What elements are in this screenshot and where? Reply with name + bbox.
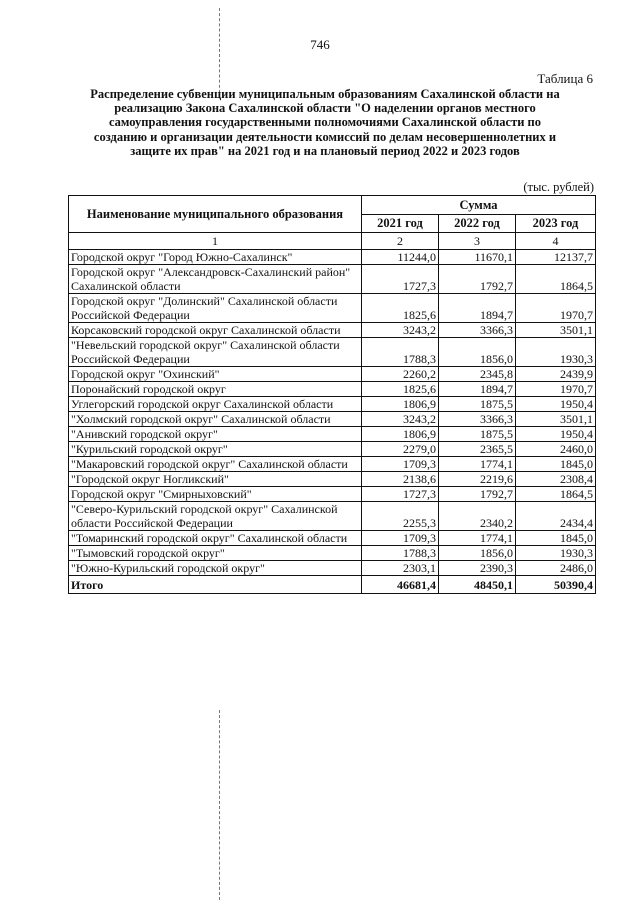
municipality-name: "Невельский городской округ" Сахалинской области Российской Федерации (69, 338, 362, 367)
value-2021: 3243,2 (362, 323, 439, 338)
value-2023: 2434,4 (516, 502, 596, 531)
value-2021: 2260,2 (362, 367, 439, 382)
value-2022: 1792,7 (439, 265, 516, 294)
municipality-name: "Южно-Курильский городской округ" (69, 561, 362, 576)
value-2021: 2303,1 (362, 561, 439, 576)
value-2022: 11670,1 (439, 250, 516, 265)
value-2023: 1970,7 (516, 382, 596, 397)
table-row (69, 250, 596, 265)
units-label: (тыс. рублей) (523, 180, 594, 194)
value-2023: 12137,7 (516, 250, 596, 265)
table-label: Таблица 6 (537, 71, 593, 86)
value-2022: 1792,7 (439, 487, 516, 502)
page-fold-line-top (219, 8, 220, 98)
municipality-name: "Макаровский городской округ" Сахалинской области (69, 457, 362, 472)
value-2023: 1864,5 (516, 487, 596, 502)
value-2023: 2460,0 (516, 442, 596, 457)
value-2021: 1709,3 (362, 457, 439, 472)
value-2021: 1709,3 (362, 531, 439, 546)
value-2023: 1864,5 (516, 265, 596, 294)
column-header-sum: Сумма (362, 196, 596, 215)
value-2022: 2340,2 (439, 502, 516, 531)
column-header-2021: 2021 год (362, 215, 439, 233)
municipality-name: Углегорский городской округ Сахалинской области (69, 397, 362, 412)
total-label: Итого (69, 576, 362, 594)
municipality-name: "Городской округ Ногликский" (69, 472, 362, 487)
value-2022: 1774,1 (439, 457, 516, 472)
value-2021: 11244,0 (362, 250, 439, 265)
value-2021: 1727,3 (362, 265, 439, 294)
column-header-2023: 2023 год (516, 215, 596, 233)
value-2022: 2365,5 (439, 442, 516, 457)
table-row (69, 457, 596, 472)
value-2021: 3243,2 (362, 412, 439, 427)
value-2021: 1806,9 (362, 427, 439, 442)
municipality-name: "Курильский городской округ" (69, 442, 362, 457)
table-row (69, 531, 596, 546)
value-2023: 2308,4 (516, 472, 596, 487)
municipality-name: "Томаринский городской округ" Сахалинской области (69, 531, 362, 546)
value-2023: 1930,3 (516, 546, 596, 561)
table-row (69, 323, 596, 338)
value-2022: 1894,7 (439, 382, 516, 397)
municipality-name: "Анивский городской округ" (69, 427, 362, 442)
municipality-name: Поронайский городской округ (69, 382, 362, 397)
value-2022: 3366,3 (439, 412, 516, 427)
value-2022: 1875,5 (439, 427, 516, 442)
table-row (69, 397, 596, 412)
value-2022: 1856,0 (439, 338, 516, 367)
table-body (69, 250, 596, 576)
value-2023: 1930,3 (516, 338, 596, 367)
value-2022: 1894,7 (439, 294, 516, 323)
value-2023: 3501,1 (516, 323, 596, 338)
table-row (69, 367, 596, 382)
value-2021: 1788,3 (362, 546, 439, 561)
column-header-name: Наименование муниципального образования (69, 196, 362, 233)
value-2021: 1727,3 (362, 487, 439, 502)
table-row (69, 338, 596, 367)
table-row (69, 294, 596, 323)
table-row (69, 546, 596, 561)
value-2022: 1774,1 (439, 531, 516, 546)
page-fold-line-bottom (219, 710, 220, 900)
total-2021: 46681,4 (362, 576, 439, 594)
column-index-2: 2 (362, 233, 439, 250)
value-2022: 2345,8 (439, 367, 516, 382)
total-2022: 48450,1 (439, 576, 516, 594)
value-2022: 2390,3 (439, 561, 516, 576)
municipality-name: "Холмский городской округ" Сахалинской области (69, 412, 362, 427)
value-2021: 1788,3 (362, 338, 439, 367)
value-2021: 1825,6 (362, 294, 439, 323)
value-2023: 1970,7 (516, 294, 596, 323)
table-row (69, 487, 596, 502)
document-title: Распределение субвенции муниципальным образованиям Сахалинской области на реализацию Закона Сахалинской области "О наделении органов местного самоуправления государственными полномочиями Сахалинской области по созданию и организации деятельности комиссий по делам несовершеннолетних и защите их прав" на 2021 год и на плановый период 2022 и 2023 годов (90, 87, 560, 158)
value-2021: 1825,6 (362, 382, 439, 397)
value-2023: 1845,0 (516, 457, 596, 472)
value-2023: 1950,4 (516, 427, 596, 442)
municipality-name: "Тымовский городской округ" (69, 546, 362, 561)
value-2021: 2255,3 (362, 502, 439, 531)
table-row (69, 427, 596, 442)
table-row (69, 502, 596, 531)
total-row (69, 576, 596, 594)
table-row (69, 412, 596, 427)
table-row (69, 265, 596, 294)
page-number: 746 (310, 37, 330, 52)
column-index-3: 3 (439, 233, 516, 250)
value-2023: 2439,9 (516, 367, 596, 382)
column-index-4: 4 (516, 233, 596, 250)
column-header-2022: 2022 год (439, 215, 516, 233)
value-2022: 2219,6 (439, 472, 516, 487)
value-2021: 2138,6 (362, 472, 439, 487)
municipality-name: Городской округ "Долинский" Сахалинской области Российской Федерации (69, 294, 362, 323)
table-row (69, 442, 596, 457)
municipality-name: "Северо-Курильский городской округ" Сахалинской области Российской Федерации (69, 502, 362, 531)
value-2023: 1950,4 (516, 397, 596, 412)
municipality-name: Городской округ "Охинский" (69, 367, 362, 382)
column-index-1: 1 (69, 233, 362, 250)
municipality-name: Городской округ "Александровск-Сахалинский район" Сахалинской области (69, 265, 362, 294)
value-2022: 1875,5 (439, 397, 516, 412)
subvention-table (68, 195, 596, 594)
municipality-name: Городской округ "Город Южно-Сахалинск" (69, 250, 362, 265)
value-2021: 1806,9 (362, 397, 439, 412)
municipality-name: Корсаковский городской округ Сахалинской области (69, 323, 362, 338)
municipality-name: Городской округ "Смирныховский" (69, 487, 362, 502)
value-2022: 1856,0 (439, 546, 516, 561)
total-2023: 50390,4 (516, 576, 596, 594)
table-row (69, 472, 596, 487)
table-row (69, 382, 596, 397)
value-2021: 2279,0 (362, 442, 439, 457)
value-2023: 3501,1 (516, 412, 596, 427)
table-row (69, 561, 596, 576)
value-2023: 2486,0 (516, 561, 596, 576)
value-2023: 1845,0 (516, 531, 596, 546)
value-2022: 3366,3 (439, 323, 516, 338)
